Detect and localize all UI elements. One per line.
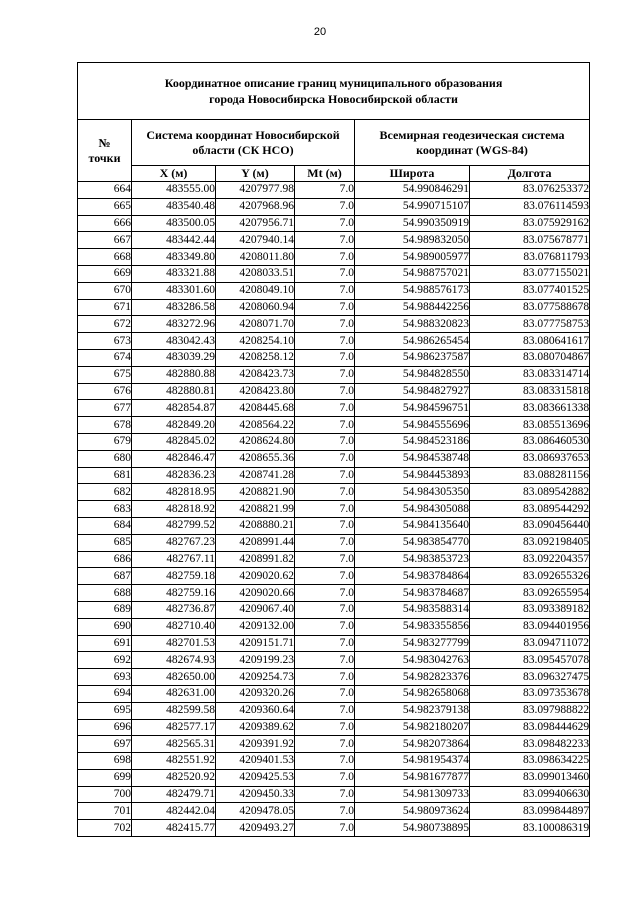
point-number-cell: 676 [78,383,132,400]
x-cell: 482577.17 [132,719,216,736]
latitude-cell: 54.981309733 [355,786,470,803]
table-row [78,232,590,249]
x-cell: 483042.43 [132,333,216,350]
x-cell: 482759.16 [132,585,216,602]
point-number-cell: 689 [78,601,132,618]
x-cell: 483555.00 [132,182,216,199]
latitude-cell: 54.990846291 [355,182,470,199]
longitude-cell: 83.094711072 [470,635,590,652]
mt-cell: 7.0 [295,467,355,484]
mt-cell: 7.0 [295,618,355,635]
table-row [78,450,590,467]
longitude-cell: 83.098482233 [470,736,590,753]
point-number-cell: 667 [78,232,132,249]
x-cell: 482736.87 [132,601,216,618]
mt-header: Mt (м) [295,166,355,182]
table-row [78,182,590,199]
x-cell: 482479.71 [132,786,216,803]
table-row [78,769,590,786]
title-line-1: Координатное описание границ муниципального образования [164,76,503,90]
mt-cell: 7.0 [295,417,355,434]
point-number-header [78,120,132,182]
table-row [78,534,590,551]
table-row [78,753,590,770]
x-cell: 482565.31 [132,736,216,753]
x-header: X (м) [132,166,216,182]
point-number-cell: 671 [78,299,132,316]
y-cell: 4208624.80 [216,433,295,450]
table-row [78,820,590,837]
table-row [78,366,590,383]
longitude-cell: 83.094401956 [470,618,590,635]
mt-cell: 7.0 [295,820,355,837]
table-row [78,786,590,803]
longitude-cell: 83.083314714 [470,366,590,383]
point-number-cell: 682 [78,484,132,501]
latitude-cell: 54.984135640 [355,517,470,534]
y-header: Y (м) [216,166,295,182]
y-cell: 4209478.05 [216,803,295,820]
longitude-cell: 83.099013460 [470,769,590,786]
y-cell: 4209389.62 [216,719,295,736]
x-cell: 483301.60 [132,282,216,299]
longitude-cell: 83.076811793 [470,249,590,266]
latitude-cell: 54.990715107 [355,198,470,215]
longitude-cell: 83.080704867 [470,349,590,366]
latitude-cell: 54.983784864 [355,568,470,585]
x-cell: 482836.23 [132,467,216,484]
longitude-cell: 83.075678771 [470,232,590,249]
point-number-cell: 690 [78,618,132,635]
latitude-cell: 54.989005977 [355,249,470,266]
point-number-cell: 669 [78,265,132,282]
point-number-cell: 694 [78,685,132,702]
latitude-cell: 54.984827927 [355,383,470,400]
latitude-cell: 54.984453893 [355,467,470,484]
latitude-cell: 54.981677877 [355,769,470,786]
latitude-cell: 54.986237587 [355,349,470,366]
y-cell: 4209450.33 [216,786,295,803]
y-cell: 4209360.64 [216,702,295,719]
point-number-cell: 698 [78,753,132,770]
mt-cell: 7.0 [295,433,355,450]
point-number-cell: 677 [78,400,132,417]
latitude-cell: 54.988442256 [355,299,470,316]
x-cell: 482520.92 [132,769,216,786]
y-cell: 4208821.90 [216,484,295,501]
y-cell: 4208741.28 [216,467,295,484]
x-cell: 482650.00 [132,669,216,686]
table-row [78,484,590,501]
y-cell: 4208445.68 [216,400,295,417]
latitude-cell: 54.984555696 [355,417,470,434]
y-cell: 4208423.80 [216,383,295,400]
y-cell: 4208991.44 [216,534,295,551]
table-row [78,215,590,232]
y-cell: 4208033.51 [216,265,295,282]
longitude-cell: 83.092204357 [470,551,590,568]
longitude-cell: 83.076114593 [470,198,590,215]
table-row [78,585,590,602]
longitude-cell: 83.098634225 [470,753,590,770]
point-number-cell: 666 [78,215,132,232]
longitude-header: Долгота [470,166,590,182]
longitude-cell: 83.099406630 [470,786,590,803]
point-number-cell: 700 [78,786,132,803]
latitude-cell: 54.984305088 [355,501,470,518]
x-cell: 482846.47 [132,450,216,467]
y-cell: 4209254.73 [216,669,295,686]
mt-cell: 7.0 [295,400,355,417]
point-number-label: точки [88,150,121,165]
table-row [78,249,590,266]
latitude-cell: 54.984523186 [355,433,470,450]
latitude-cell: 54.981954374 [355,753,470,770]
coordinates-table [77,62,590,837]
mt-cell: 7.0 [295,551,355,568]
page-number: 20 [313,26,327,38]
point-number-cell: 692 [78,652,132,669]
point-number-cell: 681 [78,467,132,484]
x-cell: 482818.92 [132,501,216,518]
point-number-cell: 668 [78,249,132,266]
table-row [78,299,590,316]
x-cell: 482767.23 [132,534,216,551]
latitude-cell: 54.980973624 [355,803,470,820]
latitude-cell: 54.984596751 [355,400,470,417]
y-cell: 4208011.80 [216,249,295,266]
mt-cell: 7.0 [295,601,355,618]
y-cell: 4208060.94 [216,299,295,316]
y-cell: 4208821.99 [216,501,295,518]
table-row [78,669,590,686]
point-number-cell: 680 [78,450,132,467]
point-number-cell: 691 [78,635,132,652]
x-cell: 483039.29 [132,349,216,366]
point-number-cell: 688 [78,585,132,602]
y-cell: 4208254.10 [216,333,295,350]
table-row [78,433,590,450]
latitude-cell: 54.983277799 [355,635,470,652]
longitude-cell: 83.092198405 [470,534,590,551]
mt-cell: 7.0 [295,635,355,652]
longitude-cell: 83.093389182 [470,601,590,618]
longitude-cell: 83.076253372 [470,182,590,199]
y-cell: 4209020.66 [216,585,295,602]
point-number-cell: 693 [78,669,132,686]
longitude-cell: 83.083315818 [470,383,590,400]
latitude-cell: 54.982073864 [355,736,470,753]
y-cell: 4207940.14 [216,232,295,249]
mt-cell: 7.0 [295,652,355,669]
latitude-cell: 54.983588314 [355,601,470,618]
longitude-cell: 83.077401525 [470,282,590,299]
table-row [78,383,590,400]
x-cell: 483321.88 [132,265,216,282]
longitude-cell: 83.088281156 [470,467,590,484]
y-cell: 4209067.40 [216,601,295,618]
point-number-cell: 696 [78,719,132,736]
mt-cell: 7.0 [295,568,355,585]
x-cell: 482767.11 [132,551,216,568]
x-cell: 482849.20 [132,417,216,434]
x-cell: 482845.02 [132,433,216,450]
y-cell: 4207977.98 [216,182,295,199]
mt-cell: 7.0 [295,383,355,400]
y-cell: 4209391.92 [216,736,295,753]
table-row [78,685,590,702]
latitude-cell: 54.982658068 [355,685,470,702]
latitude-cell: 54.982379138 [355,702,470,719]
x-cell: 482818.95 [132,484,216,501]
x-cell: 482759.18 [132,568,216,585]
y-cell: 4209320.26 [216,685,295,702]
mt-cell: 7.0 [295,450,355,467]
y-cell: 4208564.22 [216,417,295,434]
table-row [78,316,590,333]
mt-cell: 7.0 [295,349,355,366]
table-row [78,601,590,618]
table-row [78,618,590,635]
mt-cell: 7.0 [295,182,355,199]
latitude-cell: 54.990350919 [355,215,470,232]
x-cell: 483286.58 [132,299,216,316]
latitude-cell: 54.983784687 [355,585,470,602]
mt-cell: 7.0 [295,534,355,551]
mt-cell: 7.0 [295,484,355,501]
table-row [78,467,590,484]
longitude-cell: 83.085513696 [470,417,590,434]
latitude-cell: 54.989832050 [355,232,470,249]
x-cell: 482799.52 [132,517,216,534]
y-cell: 4208049.10 [216,282,295,299]
mt-cell: 7.0 [295,719,355,736]
mt-cell: 7.0 [295,316,355,333]
y-cell: 4208071.70 [216,316,295,333]
latitude-cell: 54.988757021 [355,265,470,282]
point-number-cell: 665 [78,198,132,215]
longitude-cell: 83.092655326 [470,568,590,585]
mt-cell: 7.0 [295,786,355,803]
table-row [78,265,590,282]
longitude-cell: 83.098444629 [470,719,590,736]
latitude-cell: 54.982180207 [355,719,470,736]
point-number-cell: 673 [78,333,132,350]
x-cell: 482880.81 [132,383,216,400]
y-cell: 4208880.21 [216,517,295,534]
table-row [78,282,590,299]
point-number-cell: 674 [78,349,132,366]
point-number-cell: 687 [78,568,132,585]
y-cell: 4209493.27 [216,820,295,837]
point-number-cell: 702 [78,820,132,837]
point-number-symbol: № [98,135,111,150]
latitude-cell: 54.984538748 [355,450,470,467]
x-cell: 482880.88 [132,366,216,383]
latitude-cell: 54.982823376 [355,669,470,686]
table-row [78,652,590,669]
table-row [78,417,590,434]
x-cell: 482854.87 [132,400,216,417]
longitude-cell: 83.090456440 [470,517,590,534]
mt-cell: 7.0 [295,333,355,350]
point-number-cell: 695 [78,702,132,719]
latitude-cell: 54.980738895 [355,820,470,837]
table-row [78,736,590,753]
latitude-cell: 54.983854770 [355,534,470,551]
latitude-cell: 54.988576173 [355,282,470,299]
mt-cell: 7.0 [295,366,355,383]
y-cell: 4208423.73 [216,366,295,383]
longitude-cell: 83.086460530 [470,433,590,450]
mt-cell: 7.0 [295,769,355,786]
table-row [78,333,590,350]
point-number-cell: 701 [78,803,132,820]
x-cell: 483500.05 [132,215,216,232]
mt-cell: 7.0 [295,736,355,753]
y-cell: 4209401.53 [216,753,295,770]
longitude-cell: 83.080641617 [470,333,590,350]
y-cell: 4207968.96 [216,198,295,215]
latitude-cell: 54.988320823 [355,316,470,333]
point-number-cell: 670 [78,282,132,299]
longitude-cell: 83.077758753 [470,316,590,333]
table-row [78,501,590,518]
point-number-cell: 699 [78,769,132,786]
mt-cell: 7.0 [295,299,355,316]
table-body [78,182,590,837]
longitude-cell: 83.075929162 [470,215,590,232]
mt-cell: 7.0 [295,282,355,299]
y-cell: 4209020.62 [216,568,295,585]
point-number-cell: 683 [78,501,132,518]
x-cell: 483442.44 [132,232,216,249]
table-row [78,551,590,568]
mt-cell: 7.0 [295,501,355,518]
longitude-cell: 83.077155021 [470,265,590,282]
x-cell: 482415.77 [132,820,216,837]
y-cell: 4209132.00 [216,618,295,635]
y-cell: 4208655.36 [216,450,295,467]
latitude-cell: 54.986265454 [355,333,470,350]
point-number-cell: 664 [78,182,132,199]
mt-cell: 7.0 [295,249,355,266]
longitude-cell: 83.096327475 [470,669,590,686]
table-row [78,198,590,215]
y-cell: 4207956.71 [216,215,295,232]
x-cell: 482631.00 [132,685,216,702]
longitude-cell: 83.089544292 [470,501,590,518]
latitude-cell: 54.983042763 [355,652,470,669]
mt-cell: 7.0 [295,215,355,232]
table-row [78,635,590,652]
longitude-cell: 83.089542882 [470,484,590,501]
mt-cell: 7.0 [295,669,355,686]
longitude-cell: 83.097353678 [470,685,590,702]
latitude-cell: 54.984305350 [355,484,470,501]
x-cell: 482551.92 [132,753,216,770]
table-row [78,517,590,534]
longitude-cell: 83.095457078 [470,652,590,669]
latitude-cell: 54.983853723 [355,551,470,568]
y-cell: 4209151.71 [216,635,295,652]
point-number-cell: 679 [78,433,132,450]
title-line-2: города Новосибирска Новосибирской области [209,92,458,106]
table-row [78,719,590,736]
mt-cell: 7.0 [295,585,355,602]
longitude-cell: 83.097988822 [470,702,590,719]
point-number-cell: 686 [78,551,132,568]
mt-cell: 7.0 [295,265,355,282]
longitude-cell: 83.077588678 [470,299,590,316]
table-title [78,63,590,120]
x-cell: 482442.04 [132,803,216,820]
x-cell: 483272.96 [132,316,216,333]
mt-cell: 7.0 [295,702,355,719]
longitude-cell: 83.099844897 [470,803,590,820]
latitude-header: Широта [355,166,470,182]
table-row [78,702,590,719]
point-number-cell: 684 [78,517,132,534]
point-number-cell: 685 [78,534,132,551]
x-cell: 482710.40 [132,618,216,635]
point-number-cell: 678 [78,417,132,434]
mt-cell: 7.0 [295,232,355,249]
point-number-cell: 672 [78,316,132,333]
table-row [78,803,590,820]
table-row [78,568,590,585]
latitude-cell: 54.984828550 [355,366,470,383]
y-cell: 4208258.12 [216,349,295,366]
x-cell: 482674.93 [132,652,216,669]
table-row [78,349,590,366]
local-system-header: Система координат Новосибирской области (СК НСО) [132,120,355,166]
longitude-cell: 83.100086319 [470,820,590,837]
mt-cell: 7.0 [295,517,355,534]
longitude-cell: 83.083661338 [470,400,590,417]
mt-cell: 7.0 [295,685,355,702]
longitude-cell: 83.086937653 [470,450,590,467]
point-number-cell: 675 [78,366,132,383]
wgs-system-header: Всемирная геодезическая система координат (WGS-84) [355,120,590,166]
y-cell: 4209425.53 [216,769,295,786]
x-cell: 482701.53 [132,635,216,652]
longitude-cell: 83.092655954 [470,585,590,602]
mt-cell: 7.0 [295,198,355,215]
point-number-cell: 697 [78,736,132,753]
mt-cell: 7.0 [295,753,355,770]
latitude-cell: 54.983355856 [355,618,470,635]
x-cell: 483349.80 [132,249,216,266]
mt-cell: 7.0 [295,803,355,820]
x-cell: 482599.58 [132,702,216,719]
y-cell: 4208991.82 [216,551,295,568]
y-cell: 4209199.23 [216,652,295,669]
table-row [78,400,590,417]
x-cell: 483540.48 [132,198,216,215]
